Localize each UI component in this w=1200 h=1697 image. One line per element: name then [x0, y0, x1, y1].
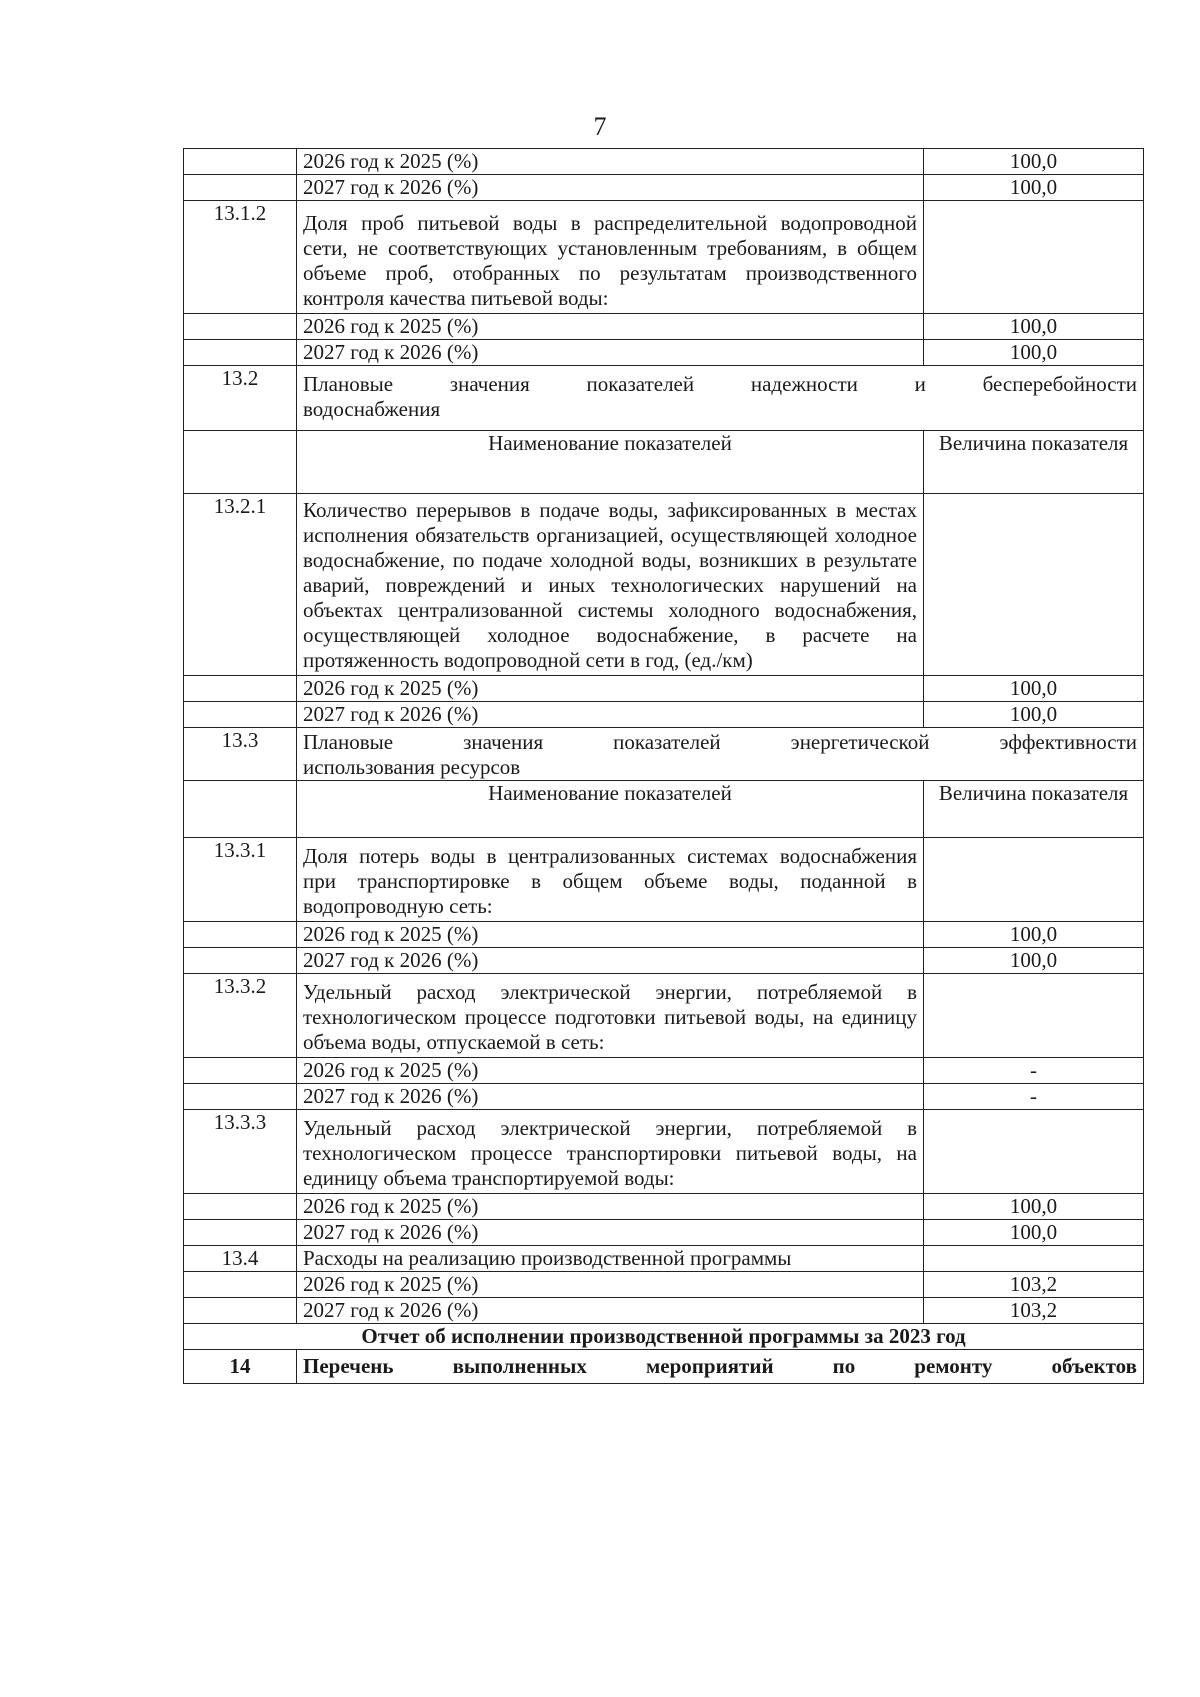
- indicator-description: Доля проб питьевой воды в распределительной водопроводной сети, не соответствующих установленным требованиям, в общем объеме проб, отобранных по результатам производственного контроля качества питьевой воды:: [297, 201, 924, 314]
- column-header-name: Наименование показателей: [297, 781, 924, 838]
- row-value: 100,0: [924, 922, 1144, 948]
- row-label: 2027 год к 2026 (%): [297, 948, 924, 974]
- row-value: [924, 201, 1144, 314]
- row-number-cell: [184, 340, 297, 366]
- indicator-description: Удельный расход электрической энергии, потребляемой в технологическом процессе транспортировки питьевой воды, на единицу объема транспортируемой воды:: [297, 1110, 924, 1194]
- row-value: 100,0: [924, 702, 1144, 728]
- row-value: 100,0: [924, 314, 1144, 340]
- row-number: 14: [184, 1350, 297, 1384]
- section-heading: [297, 728, 1144, 781]
- row-value: [924, 1246, 1144, 1272]
- table-row: [184, 1350, 1144, 1384]
- row-number-cell: [184, 948, 297, 974]
- row-label: 2026 год к 2025 (%): [297, 314, 924, 340]
- row-label: 2026 год к 2025 (%): [297, 149, 924, 175]
- table-row: [184, 1272, 1144, 1298]
- row-value: 100,0: [924, 149, 1144, 175]
- row-number-cell: [184, 781, 297, 838]
- row-number-cell: [184, 149, 297, 175]
- table-row: [184, 494, 1144, 676]
- row-label: 2027 год к 2026 (%): [297, 702, 924, 728]
- row-value: 100,0: [924, 340, 1144, 366]
- table-row: [184, 366, 1144, 431]
- table-row: [184, 1246, 1144, 1272]
- table-row: [184, 1084, 1144, 1110]
- row-number: 13.4: [184, 1246, 297, 1272]
- page-number: 7: [593, 112, 607, 141]
- table-row: [184, 702, 1144, 728]
- row-label: 2027 год к 2026 (%): [297, 1220, 924, 1246]
- row-number: 13.2: [184, 366, 297, 431]
- row-value: [924, 974, 1144, 1058]
- table-row: [184, 1110, 1144, 1194]
- table-row: [184, 1220, 1144, 1246]
- row-number: 13.2.1: [184, 494, 297, 676]
- table-row: [184, 1324, 1144, 1350]
- table-row: [184, 1194, 1144, 1220]
- row-number-cell: [184, 1194, 297, 1220]
- row-label: 2027 год к 2026 (%): [297, 340, 924, 366]
- row-label: 2027 год к 2026 (%): [297, 1298, 924, 1324]
- row-value: 100,0: [924, 676, 1144, 702]
- row-value: 100,0: [924, 948, 1144, 974]
- section-heading: [297, 1350, 1144, 1384]
- row-label: Расходы на реализацию производственной программы: [297, 1246, 924, 1272]
- row-number-cell: [184, 1084, 297, 1110]
- row-value: [924, 838, 1144, 922]
- column-header-value: Величина показателя: [924, 431, 1144, 494]
- indicators-table: [183, 148, 1144, 1384]
- table-row: [184, 149, 1144, 175]
- table-row: [184, 431, 1144, 494]
- indicator-description: Удельный расход электрической энергии, потребляемой в технологическом процессе подготовки питьевой воды, на единицу объема воды, отпускаемой в сеть:: [297, 974, 924, 1058]
- row-label: 2027 год к 2026 (%): [297, 1084, 924, 1110]
- row-label: 2026 год к 2025 (%): [297, 1194, 924, 1220]
- table-row: [184, 781, 1144, 838]
- section-heading-line1: Плановые значения показателей энергетической эффективности: [303, 730, 1137, 754]
- report-section-title: Отчет об исполнении производственной программы за 2023 год: [184, 1324, 1144, 1350]
- table-row: [184, 676, 1144, 702]
- row-number-cell: [184, 922, 297, 948]
- row-number-cell: [184, 676, 297, 702]
- row-label: 2026 год к 2025 (%): [297, 1272, 924, 1298]
- row-number: 13.1.2: [184, 201, 297, 314]
- row-number: 13.3.1: [184, 838, 297, 922]
- row-label: 2026 год к 2025 (%): [297, 676, 924, 702]
- row-number-cell: [184, 1272, 297, 1298]
- row-value: 100,0: [924, 175, 1144, 201]
- row-value: 103,2: [924, 1298, 1144, 1324]
- row-number-cell: [184, 1220, 297, 1246]
- table-row: [184, 1298, 1144, 1324]
- section-heading-line2: водоснабжения: [303, 397, 441, 421]
- row-number-cell: [184, 1058, 297, 1084]
- row-value: -: [924, 1058, 1144, 1084]
- indicator-description: Количество перерывов в подаче воды, зафиксированных в местах исполнения обязательств организацией, осуществляющей холодное водоснабжение, по подаче холодной воды, возникших в результате аварий, повреждений и иных технологических нарушений на объектах централизованной системы холодного водоснабжения, осуществляющей холодное водоснабжение, в расчете на протяженность водопроводной сети в год, (ед./км): [297, 494, 924, 676]
- row-value: 100,0: [924, 1220, 1144, 1246]
- table-row: [184, 728, 1144, 781]
- row-number: 13.3: [184, 728, 297, 781]
- table-row: [184, 175, 1144, 201]
- section-heading: [297, 366, 1144, 431]
- indicator-description: Доля потерь воды в централизованных системах водоснабжения при транспортировке в общем объеме воды, поданной в водопроводную сеть:: [297, 838, 924, 922]
- row-number: 13.3.3: [184, 1110, 297, 1194]
- row-number-cell: [184, 314, 297, 340]
- table-row: [184, 340, 1144, 366]
- column-header-name: Наименование показателей: [297, 431, 924, 494]
- section-heading-line1: Перечень выполненных мероприятий по ремонту объектов: [303, 1354, 1137, 1378]
- section-heading-line2: использования ресурсов: [303, 755, 521, 779]
- row-label: 2027 год к 2026 (%): [297, 175, 924, 201]
- row-value: [924, 1110, 1144, 1194]
- row-value: 100,0: [924, 1194, 1144, 1220]
- table-row: [184, 974, 1144, 1058]
- table-row: [184, 201, 1144, 314]
- row-number: 13.3.2: [184, 974, 297, 1058]
- table-row: [184, 314, 1144, 340]
- table-row: [184, 1058, 1144, 1084]
- row-number-cell: [184, 1298, 297, 1324]
- row-number-cell: [184, 431, 297, 494]
- table-row: [184, 838, 1144, 922]
- row-label: 2026 год к 2025 (%): [297, 1058, 924, 1084]
- row-number-cell: [184, 175, 297, 201]
- column-header-value: Величина показателя: [924, 781, 1144, 838]
- row-number-cell: [184, 702, 297, 728]
- row-value: [924, 494, 1144, 676]
- row-value: -: [924, 1084, 1144, 1110]
- table-row: [184, 922, 1144, 948]
- row-value: 103,2: [924, 1272, 1144, 1298]
- row-label: 2026 год к 2025 (%): [297, 922, 924, 948]
- table-row: [184, 948, 1144, 974]
- section-heading-line1: Плановые значения показателей надежности и бесперебойности: [303, 372, 1137, 396]
